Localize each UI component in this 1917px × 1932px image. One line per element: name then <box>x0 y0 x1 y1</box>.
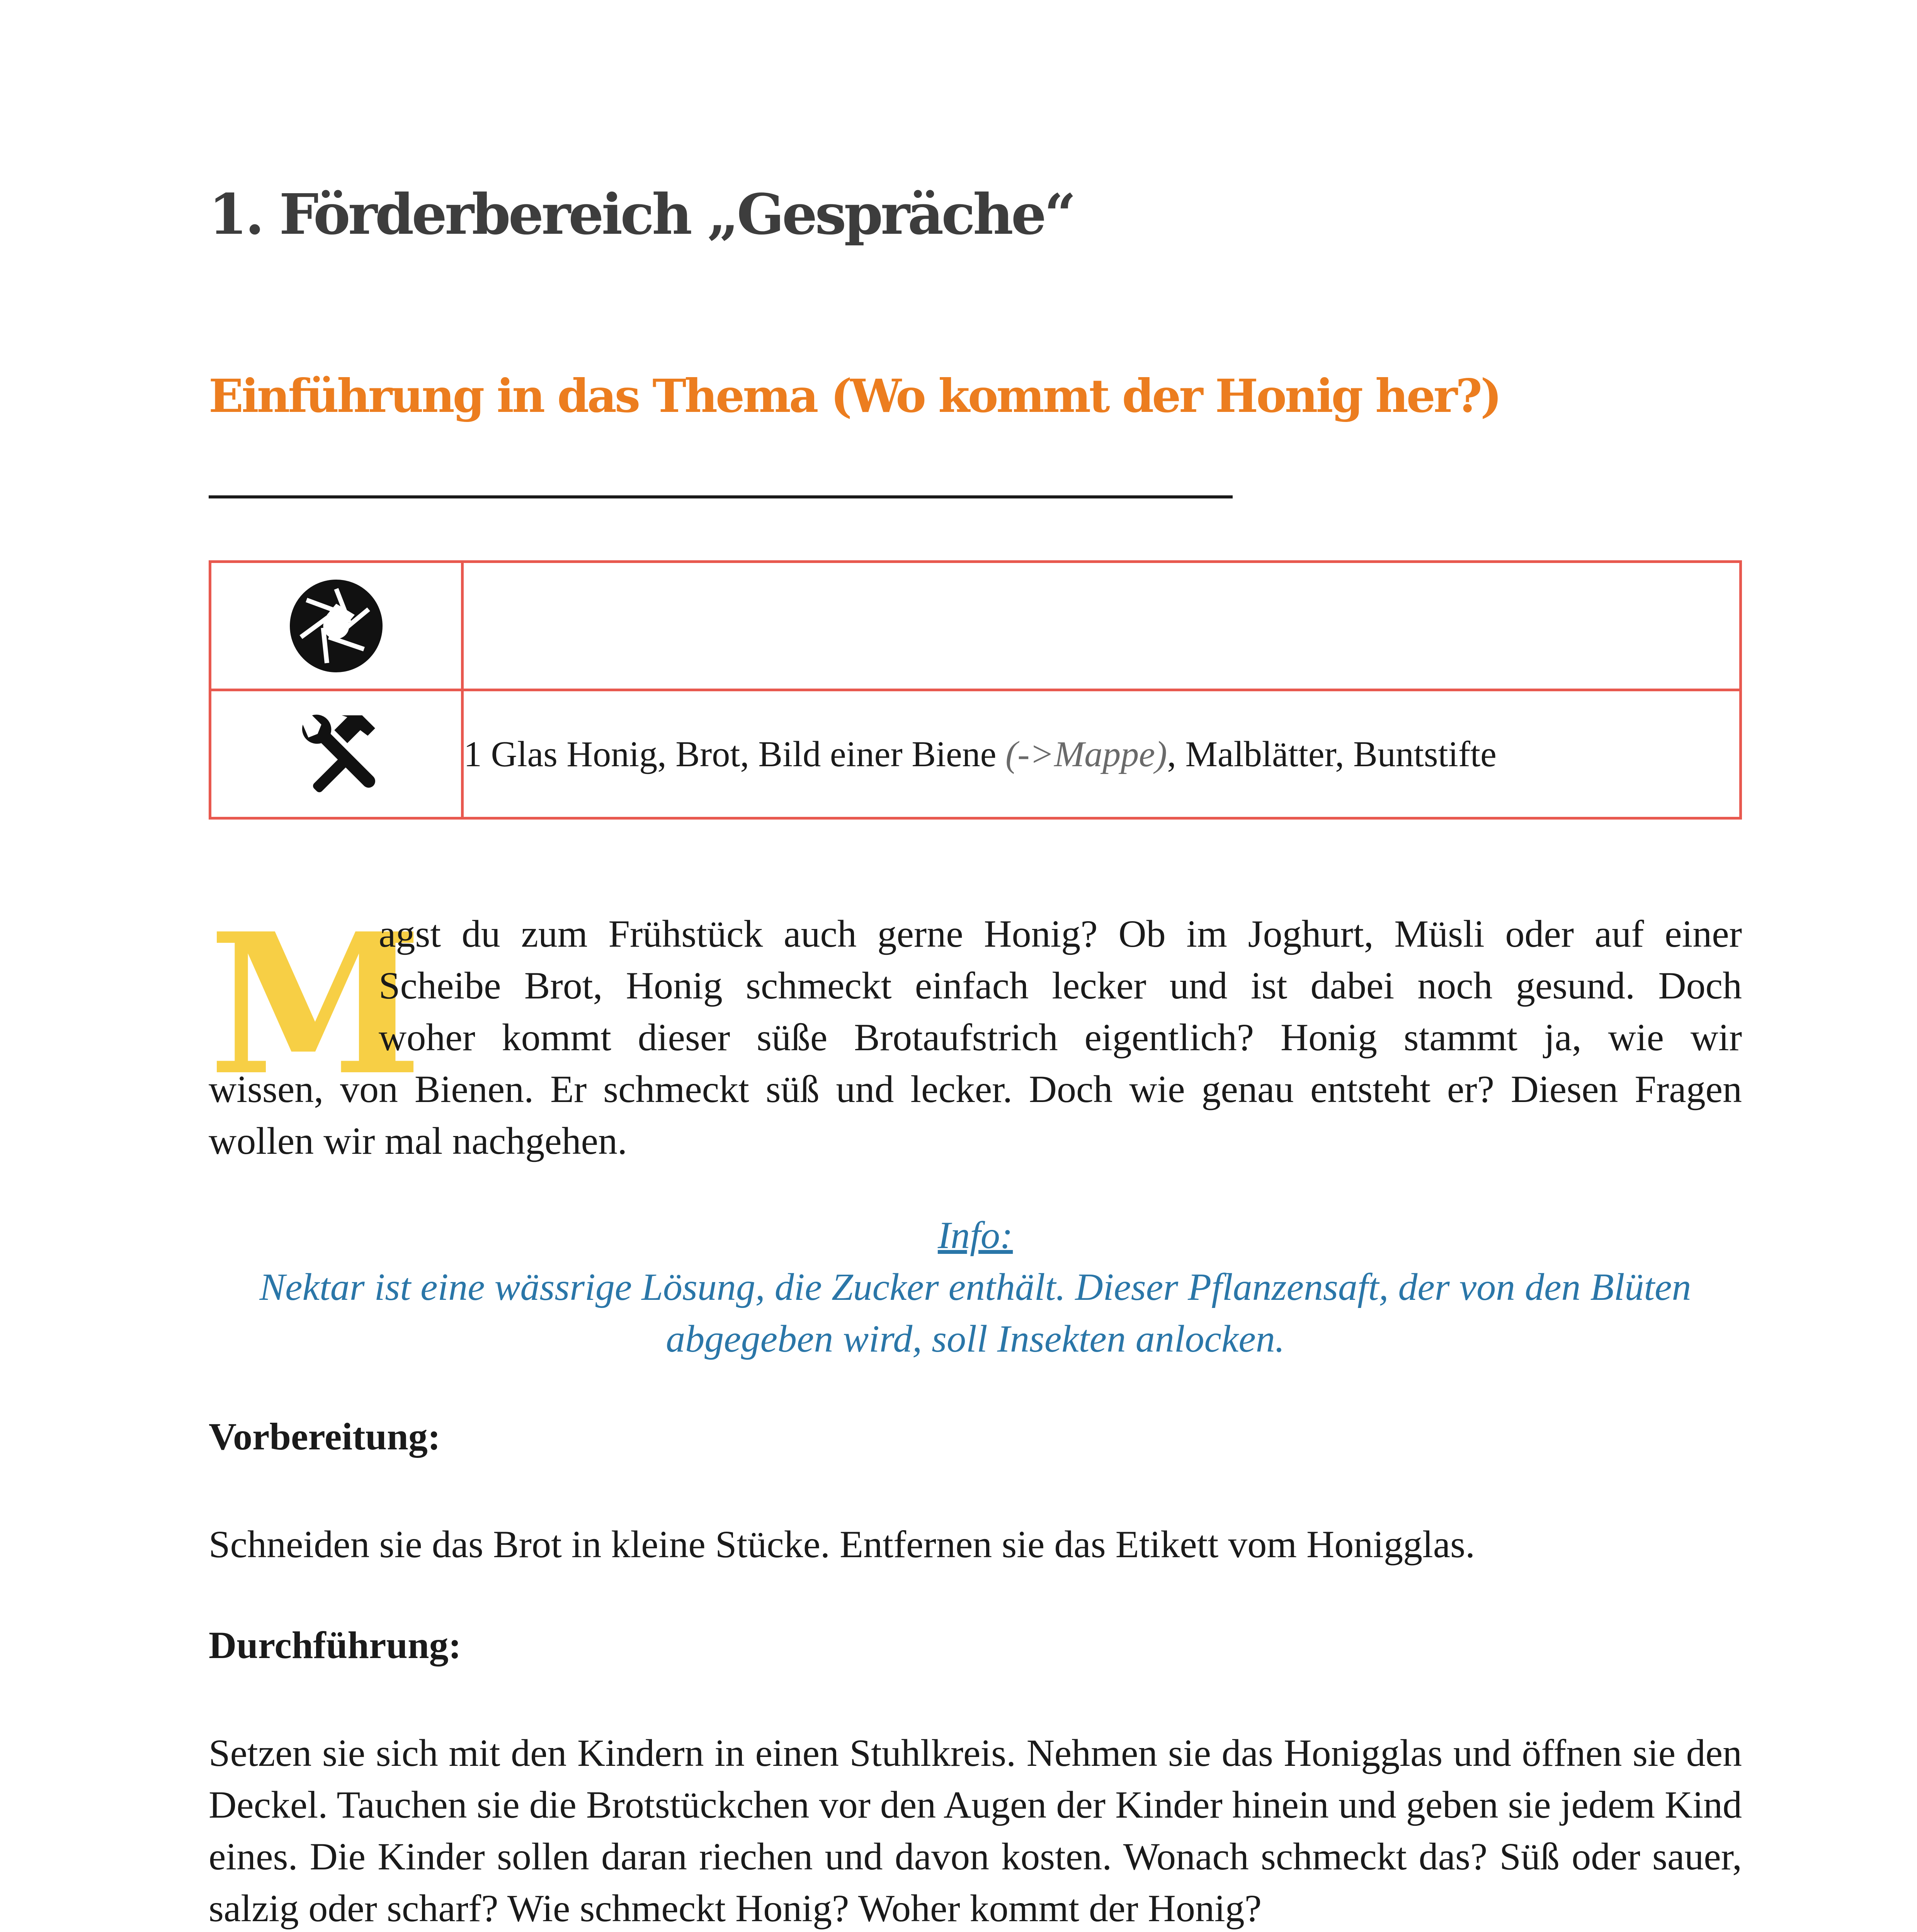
section-subtitle: Einführung in das Thema (Wo kommt der Honig her?) <box>209 369 1500 423</box>
materials-icon-cell <box>210 690 463 818</box>
intro-paragraph-rest: wissen, von Bienen. Er schmeckt süß und lecker. Doch wie genau entsteht er? Diesen Fragen wollen wir mal nachgehen. <box>209 1068 1742 1162</box>
materials-list <box>463 690 1741 818</box>
tools-hammer-wrench-icon <box>290 708 383 801</box>
materials-photo-text <box>463 562 1741 690</box>
intro-line-3: woher kommt dieser süße Brotaufstrich eigentlich? Honig stammt ja, wie wir <box>379 1016 1742 1059</box>
intro-line-1: agst du zum Frühstück auch gerne Honig? Ob im Joghurt, Müsli oder auf einer <box>379 912 1742 955</box>
materials-icon-cell <box>210 562 463 690</box>
camera-aperture-icon <box>290 580 383 672</box>
materials-reference: (->Mappe) <box>1005 734 1167 774</box>
preparation-text: Schneiden sie das Brot in kleine Stücke. Entfernen sie das Etikett vom Honigglas. <box>209 1523 1475 1566</box>
materials-row-tools <box>210 690 1741 818</box>
info-title: Info: <box>937 1214 1013 1257</box>
materials-table <box>209 560 1742 820</box>
intro-line-2: Scheibe Brot, Honig schmeckt einfach lecker und ist dabei noch gesund. Doch <box>379 964 1742 1007</box>
info-text: Nektar ist eine wässrige Lösung, die Zucker enthält. Dieser Pflanzensaft, der von den Blüten abgegeben wird, soll Insekten anlocken. <box>259 1265 1691 1360</box>
execution-paragraph-1: Setzen sie sich mit den Kindern in einen Stuhlkreis. Nehmen sie das Honigglas und öffnen sie den Deckel. Tauchen sie die Brotstückchen vor den Augen der Kinder hinein und geben sie jedem Kind eines. Die Kinder sollen daran riechen und davon kosten. Wonach schmeckt das? Süß oder sauer, salzig oder scharf? Wie schmeckt Honig? Woher kommt der Honig? <box>209 1731 1742 1930</box>
drop-cap: M <box>209 891 423 1118</box>
page-title: 1. Förderbereich „Gespräche“ <box>209 182 1074 247</box>
materials-text-b: , Malblätter, Buntstifte <box>1167 734 1497 774</box>
materials-text-a: 1 Glas Honig, Brot, Bild einer Biene <box>464 734 1005 774</box>
heading-divider <box>209 495 1233 498</box>
materials-row-photo <box>210 562 1741 690</box>
preparation-label: Vorbereitung: <box>209 1415 441 1458</box>
info-box <box>209 1209 1742 1365</box>
execution-label: Durchführung: <box>209 1624 461 1667</box>
